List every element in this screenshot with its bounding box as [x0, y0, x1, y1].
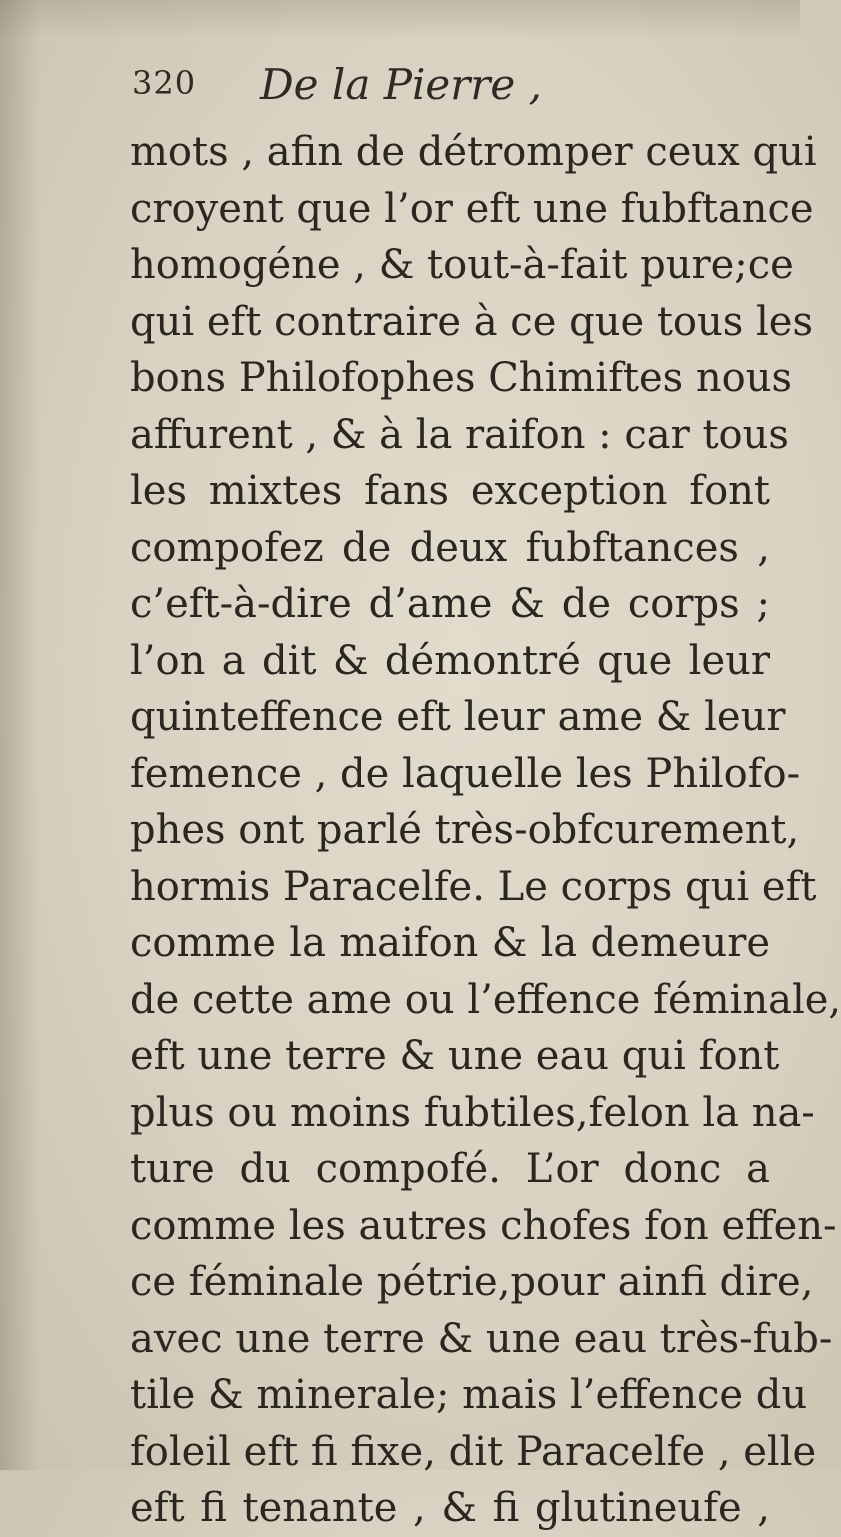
text-line: mots , afin de détromper ceux qui	[130, 129, 817, 175]
page-number: 320	[132, 64, 197, 102]
text-line: de cette ame ou l’effence féminale,	[130, 976, 841, 1023]
text-line: comme les autres chofes fon effen-	[130, 1202, 837, 1249]
text-line: femence , de laquelle les Philofo-	[130, 750, 801, 797]
text-line: les mixtes fans exception font	[130, 468, 770, 514]
running-head: De la Pierre ,	[260, 60, 542, 109]
text-line: eft fi tenante , & fi glutineufe ,	[130, 1485, 770, 1531]
text-line: comme la maifon & la demeure	[130, 920, 770, 966]
text-line: croyent que l’or eft une fubftance	[130, 185, 814, 232]
text-line: bons Philofophes Chimiftes nous	[130, 355, 793, 401]
text-line: plus ou moins fubtiles,felon la na-	[130, 1089, 815, 1136]
text-line: phes ont parlé très-obfcurement,	[130, 807, 800, 853]
page-edge-shadow-left	[0, 0, 40, 1470]
page-edge-shadow-top	[0, 0, 800, 40]
text-line: avec une terre & une eau très-fub-	[130, 1315, 833, 1362]
text-line: affurent , & à la raifon : car tous	[130, 411, 789, 458]
text-line: hormis Paracelfe. Le corps qui eft	[130, 863, 817, 910]
text-line: ce féminale pétrie,pour ainfi dire,	[130, 1259, 814, 1305]
body-text	[130, 124, 841, 1537]
text-line: c’eft-à-dire d’ame & de corps ;	[130, 581, 770, 627]
text-line: foleil eft fi fixe, dit Paracelfe , elle	[130, 1428, 817, 1475]
page-header	[132, 52, 692, 112]
text-line: qui eft contraire à ce que tous les	[130, 298, 813, 345]
text-line: ture du compofé. L’or donc a	[130, 1146, 770, 1192]
text-line: homogéne , & tout-à-fait pure;ce	[130, 242, 794, 288]
text-line: compofez de deux fubftances ,	[130, 524, 770, 571]
text-line: tile & minerale; mais l’effence du	[130, 1372, 808, 1418]
text-line: l’on a dit & démontré que leur	[130, 637, 770, 684]
text-line: quinteffence eft leur ame & leur	[130, 694, 786, 740]
text-line: eft une terre & une eau qui font	[130, 1033, 780, 1079]
